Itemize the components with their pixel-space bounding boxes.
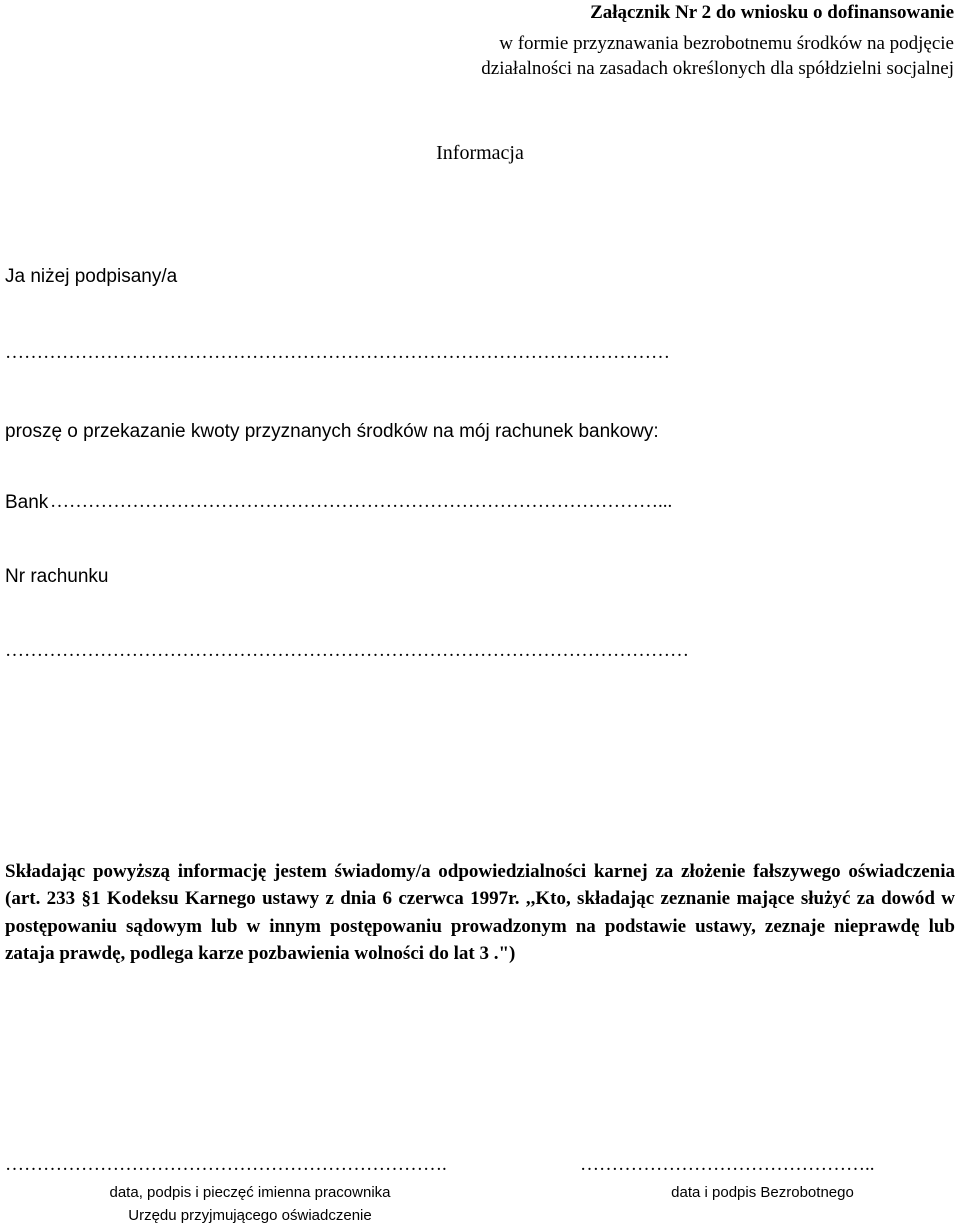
attachment-title: Załącznik Nr 2 do wniosku o dofinansowanie <box>590 2 954 23</box>
official-signature-line[interactable]: ……………………………………………………………. <box>5 1154 447 1175</box>
bank-fill-line[interactable]: ……………………………………………………………………………………... <box>50 491 673 512</box>
applicant-signature-line[interactable]: ……………………………………….. <box>580 1154 875 1175</box>
official-signature-caption <box>60 1181 440 1227</box>
official-signature-caption-line1: data, podpis i pieczęć imienna pracownika <box>109 1184 391 1201</box>
document-title: Informacja <box>436 142 524 164</box>
liability-statement: Składając powyższą informację jestem świadomy/a odpowiedzialności karnej za złożenie fałszywego oświadczenia (art. 233 §1 Kodeksu Karnego ustawy z dnia 6 czerwca 1997r. ,,Kto, składając zeznanie mające służyć za dowód w postępowaniu sądowym lub w innym postępowaniu prowadzonym na podstawie ustawy, zeznaje nieprawdę lub zataja prawdę, podlega karze pozbawienia wolności do lat 3 .") <box>5 861 955 964</box>
applicant-signature-caption: data i podpis Bezrobotnego <box>671 1184 854 1201</box>
attachment-subtitle-line2: działalności na zasadach określonych dla spółdzielni socjalnej <box>481 58 954 79</box>
official-signature-caption-line2: Urzędu przyjmującego oświadczenie <box>128 1207 372 1224</box>
account-number-fill-line[interactable]: ……………………………………………………………………………………………… <box>5 640 689 661</box>
intro-label: Ja niżej podpisany/a <box>5 266 178 287</box>
name-fill-line[interactable]: …………………………………………………………………………………………… <box>5 342 670 363</box>
bank-label: Bank <box>5 492 49 513</box>
request-text: proszę o przekazanie kwoty przyznanych środków na mój rachunek bankowy: <box>5 421 659 442</box>
account-number-label: Nr rachunku <box>5 566 109 587</box>
attachment-subtitle-line1: w formie przyznawania bezrobotnemu środków na podjęcie <box>499 33 954 54</box>
